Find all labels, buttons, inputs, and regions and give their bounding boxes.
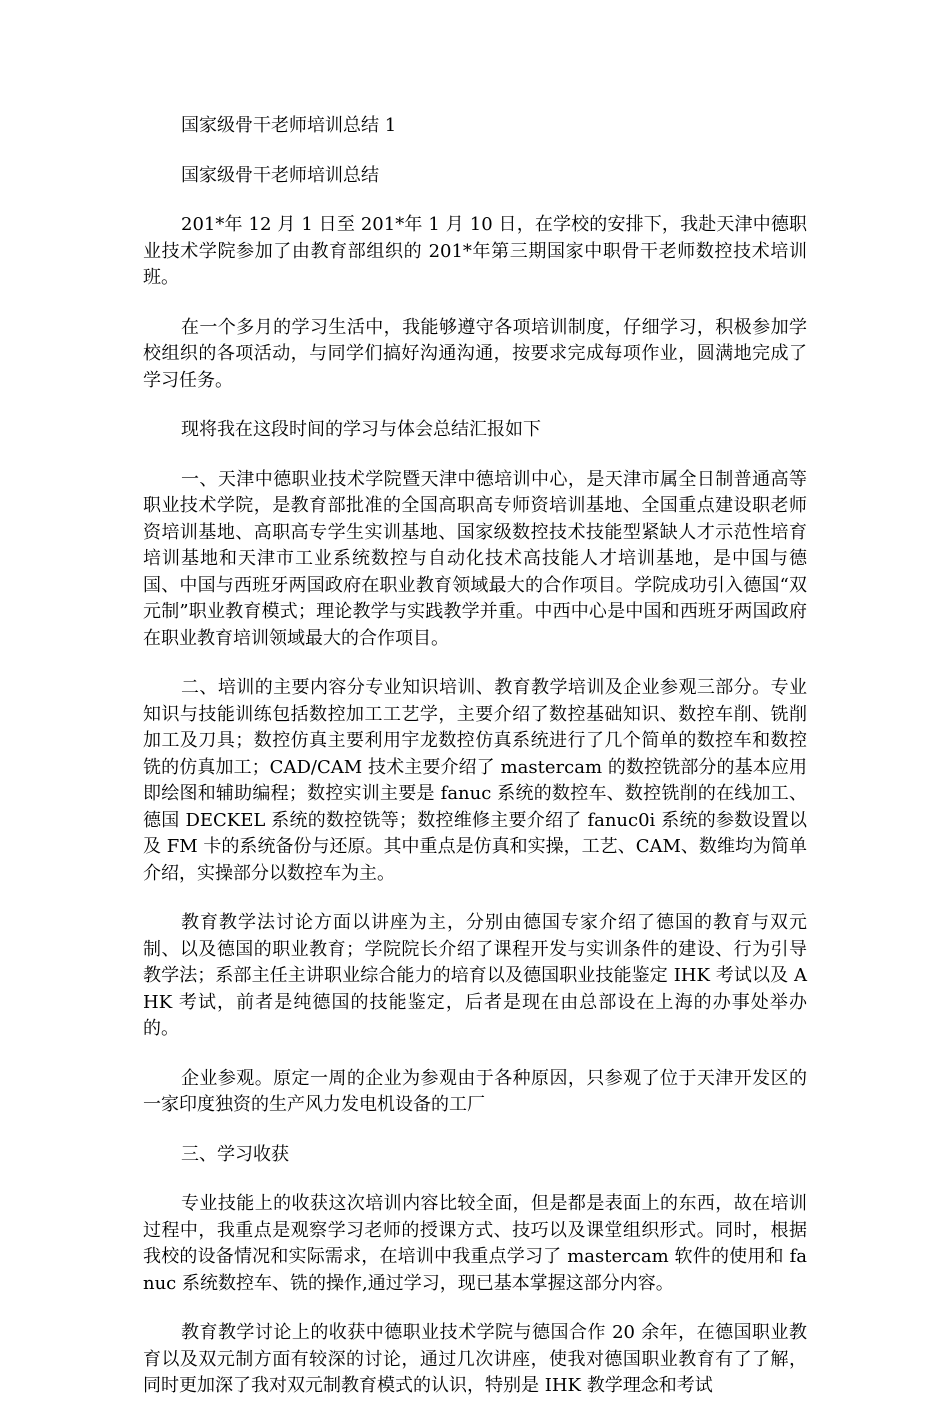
paragraph-skills-gain: 专业技能上的收获这次培训内容比较全面，但是都是表面上的东西，故在培训过程中，我重点是观察学习老师的授课方式、技巧以及课堂组织形式。同时，根据我校的设备情况和实际需求，在培训中我重点学习了 mastercam 软件的使用和 fanuc 系统数控车、铣的操作,通过学习，现已基本掌握这部分内容。 — [143, 1193, 807, 1294]
document-subtitle: 国家级骨干老师培训总结 — [181, 164, 379, 186]
paragraph-study-life: 在一个多月的学习生活中，我能够遵守各项培训制度，仔细学习，积极参加学校组织的各项活动，与同学们搞好沟通沟通，按要求完成每项作业，圆满地完成了学习任务。 — [143, 316, 807, 391]
paragraph-enterprise-visit: 企业参观。原定一周的企业为参观由于各种原因，只参观了位于天津开发区的一家印度独资的生产风力发电机设备的工厂 — [143, 1067, 807, 1115]
document-body — [143, 113, 807, 1423]
paragraph-teaching-methods: 教育教学法讨论方面以讲座为主，分别由德国专家介绍了德国的教育与双元制、以及德国的职业教育；学院院长介绍了课程开发与实训条件的建设、行为引导教学法；系部主任主讲职业综合能力的培育以及德国职业技能鉴定 IHK 考试以及 AHK 考试，前者是纯德国的技能鉴定，后者是现在由总部设在上海的办事处举办的。 — [143, 912, 807, 1039]
paragraph-section-one: 一、天津中德职业技术学院暨天津中德培训中心，是天津市属全日制普通高等职业技术学院，是教育部批准的全国高职高专师资培训基地、全国重点建设职老师资培训基地、高职高专学生实训基地、国家级数控技术技能型紧缺人才示范性培育培训基地和天津市工业系统数控与自动化技术高技能人才培训基地，是中国与德国、中国与西班牙两国政府在职业教育领域最大的合作项目。学院成功引入德国“双元制”职业教育模式；理论教学与实践教学并重。中西中心是中国和西班牙两国政府在职业教育培训领域最大的合作项目。 — [143, 468, 807, 649]
paragraph-schedule: 201*年 12 月 1 日至 201*年 1 月 10 日，在学校的安排下，我赴天津中德职业技术学院参加了由教育部组织的 201*年第三期国家中职骨干老师数控技术培训班。 — [143, 214, 807, 288]
document-title: 国家级骨干老师培训总结 1 — [181, 115, 397, 136]
paragraph-report-intro: 现将我在这段时间的学习与体会总结汇报如下 — [181, 419, 541, 440]
paragraph-section-three-heading: 三、学习收获 — [181, 1143, 289, 1165]
paragraph-teaching-gain: 教育教学讨论上的收获中德职业技术学院与德国合作 20 余年，在德国职业教育以及双元制方面有较深的讨论，通过几次讲座，使我对德国职业教育有了了解，同时更加深了我对双元制教育模式的认识，特别是 IHK 教学理念和考试 — [143, 1322, 807, 1396]
paragraph-section-two: 二、培训的主要内容分专业知识培训、教育教学培训及企业参观三部分。专业知识与技能训练包括数控加工工艺学，主要介绍了数控基础知识、数控车削、铣削加工及刀具；数控仿真主要利用宇龙数控仿真系统进行了几个简单的数控车和数控铣的仿真加工；CAD/CAM 技术主要介绍了 mastercam 的数控铣部分的基本应用即绘图和辅助编程；数控实训主要是 fanuc 系统的数控车、数控铣削的在线加工、德国 DECKEL 系统的数控铣等；数控维修主要介绍了 fanuc0i 系统的参数设置以及 FM 卡的系统备份与还原。其中重点是仿真和实操，工艺、CAM、数维均为简单介绍，实操部分以数控车为主。 — [143, 677, 807, 884]
